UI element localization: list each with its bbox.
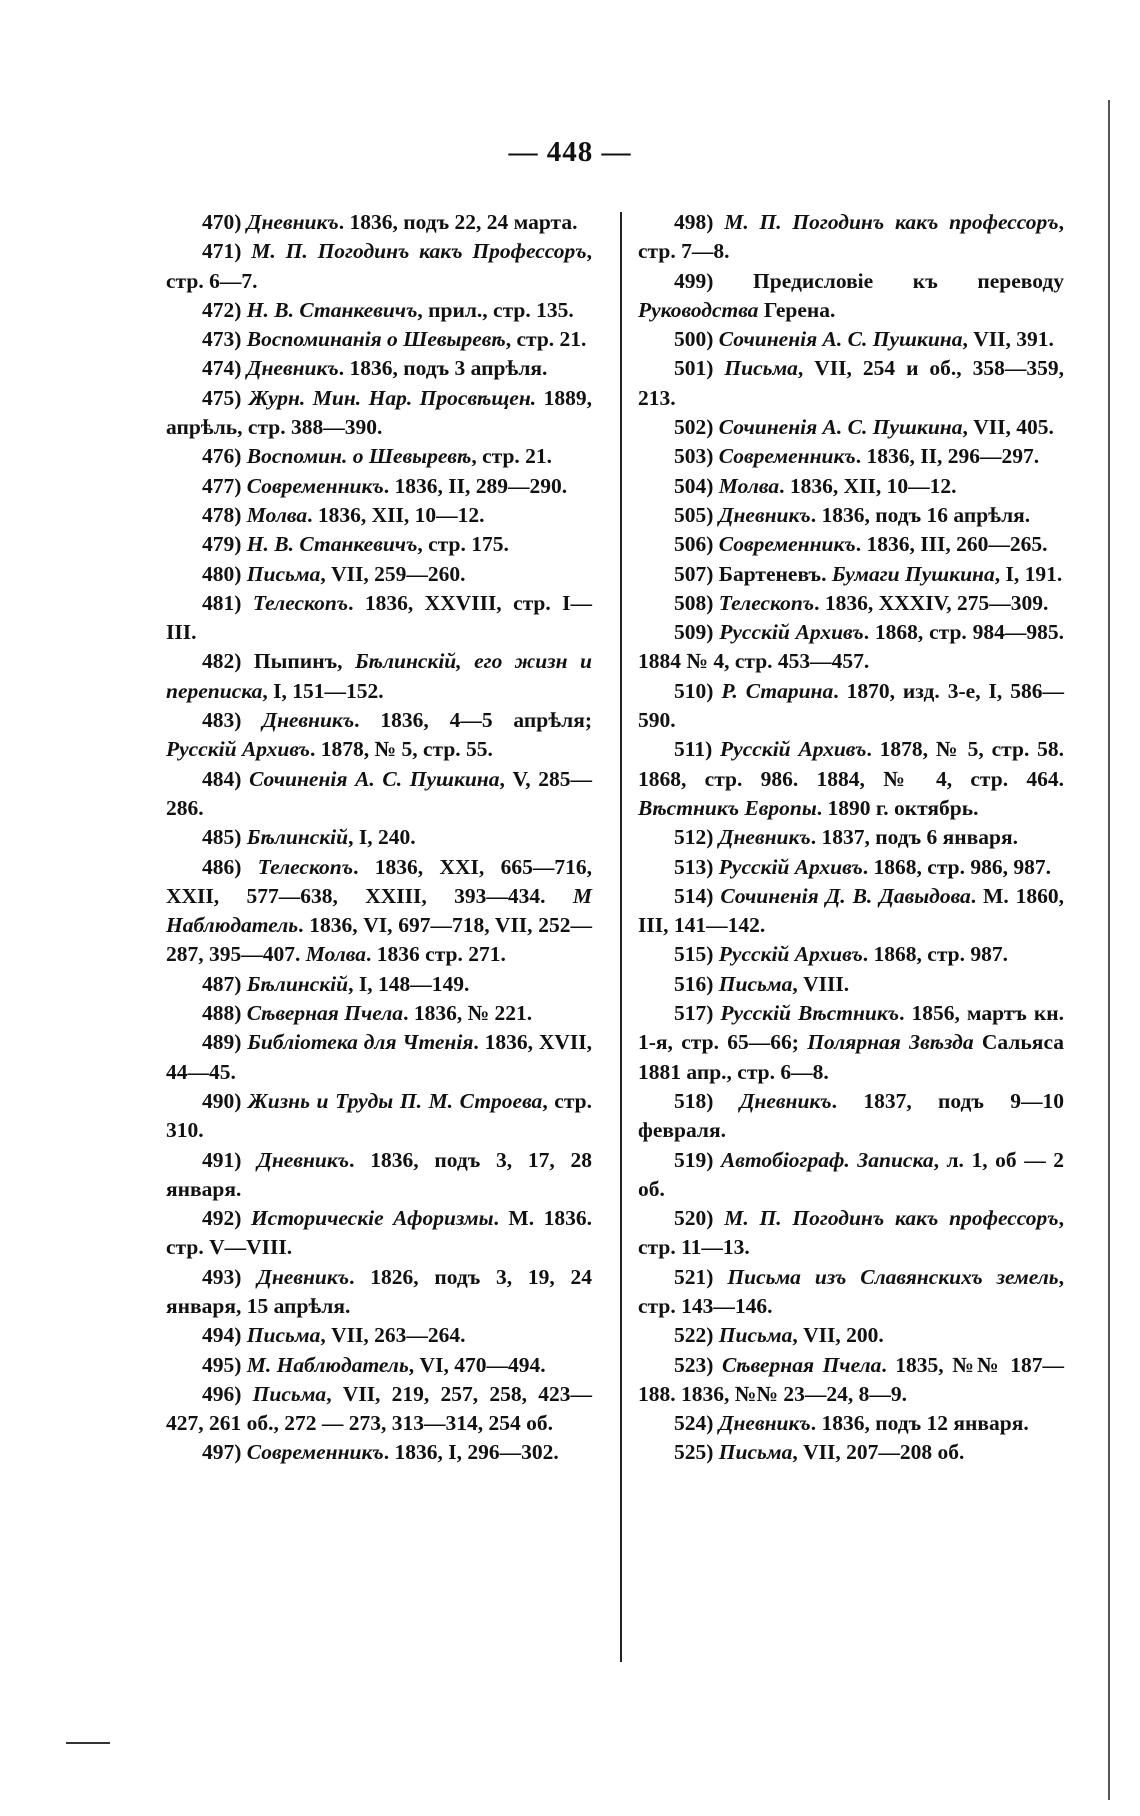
footnote	[166, 765, 592, 824]
footnote-text: . 1836, № 221.	[403, 1001, 533, 1026]
footnotes-left-column	[166, 208, 592, 1468]
footnote	[638, 267, 1064, 326]
footnote-source-title: Сѣверная Пчела	[721, 1352, 882, 1377]
footnote	[638, 1438, 1064, 1467]
footnote-number: 488)	[202, 1001, 242, 1026]
footnote-number: 485)	[202, 825, 242, 850]
footnote-text: , стр. 175.	[417, 532, 509, 557]
footnote-text: . 1890 г. октябрь.	[816, 795, 979, 820]
footnote	[638, 1087, 1064, 1146]
footnote-source-title: Журн. Мин. Нар. Просвѣщен.	[248, 385, 537, 410]
footnote-number: 508)	[674, 590, 714, 615]
footnote-number: 515)	[674, 942, 714, 967]
footnote-text: , прил., стр. 135.	[417, 297, 574, 322]
footnote-number: 504)	[674, 473, 714, 498]
footnote-number: 510)	[674, 678, 714, 703]
footnote	[166, 354, 592, 383]
footnote	[166, 1263, 592, 1322]
footnote-text: Пыпинъ,	[253, 649, 355, 674]
footnote-number: 495)	[202, 1352, 242, 1377]
footnote-text: 1889, апрѣль, стр. 388—390.	[166, 385, 592, 440]
footnote-source-title: Р. Старина	[721, 678, 834, 703]
footnote	[166, 560, 592, 589]
footnote-text: , стр. 6—7.	[166, 239, 592, 293]
footnote	[166, 208, 592, 237]
footnote-number: 475)	[202, 385, 242, 410]
footnote-text: . 1836, подъ 3, 17, 28 января.	[166, 1147, 592, 1201]
footnote-source-title: Жизнь и Труды П. М. Строева	[248, 1088, 543, 1113]
footnote	[166, 647, 592, 706]
footnote-source-title: Бѣлинскій	[246, 971, 349, 996]
footnote-source-title: Сочиненія А. С. Пушкина	[718, 415, 963, 440]
footnote-text: . 1868, стр. 986, 987.	[862, 854, 1051, 879]
footnote-number: 470)	[202, 210, 242, 234]
footnote-text: . 1836, II, 289—290.	[383, 473, 568, 498]
footnote	[638, 560, 1064, 589]
footnote-text: . 1870, изд. 3-е, I, 586—590.	[638, 678, 1065, 733]
footnote-text: Бартеневъ.	[718, 561, 832, 586]
footnote-source-title: Молва	[718, 473, 780, 498]
footnote	[166, 442, 592, 471]
footnote-source-title: М. П. Погодинъ какъ Профессоръ	[251, 239, 587, 264]
footnote-number: 509)	[674, 620, 714, 645]
footnote-number: 483)	[202, 708, 242, 733]
footnote	[166, 296, 592, 325]
footnote	[166, 1028, 592, 1087]
footnote	[166, 589, 592, 648]
footnote-number: 506)	[674, 532, 714, 557]
footnote-source-title: Бумаги Пушкина	[831, 561, 995, 586]
footnote	[166, 970, 592, 999]
footnote-number: 476)	[202, 444, 242, 469]
footnote-source-title: Сочиненія А. С. Пушкина	[718, 327, 963, 352]
footnote-number: 499)	[674, 268, 714, 293]
footnote-number: 472)	[202, 297, 242, 322]
footnote	[166, 706, 592, 765]
footnote-source-title: Дневникъ	[246, 210, 339, 234]
footnote-number: 519)	[674, 1147, 714, 1172]
footnote-text: , VII, 405.	[962, 415, 1054, 440]
footnote-source-title: Молва	[246, 502, 308, 527]
footnote-text: , стр. 21.	[505, 327, 587, 352]
footnote-number: 473)	[202, 327, 242, 352]
footnote-text: , VIII.	[792, 971, 850, 996]
footnote-number: 501)	[674, 356, 714, 381]
footnote	[638, 618, 1064, 677]
footnote	[166, 1146, 592, 1205]
footnote-text: . 1836, XII, 10—12.	[779, 473, 957, 498]
footnote-text: , стр. 21.	[471, 444, 553, 469]
footnote	[166, 325, 592, 354]
footnote-source-title: Письма	[246, 561, 321, 586]
footnote	[638, 853, 1064, 882]
footnote-source-title: Письма	[718, 1440, 793, 1465]
footnote-number: 490)	[202, 1088, 242, 1113]
column-divider	[620, 212, 622, 1662]
footnote-text: , VII, 219, 257, 258, 423—427, 261 об., 272 — 273, 313—314, 254 об.	[166, 1381, 592, 1436]
footnote-source-title: Воспомин. о Шевыревѣ	[246, 444, 472, 469]
footnote-number: 474)	[202, 356, 242, 381]
footnote-number: 497)	[202, 1440, 242, 1465]
footnote-number: 525)	[674, 1440, 714, 1465]
footnote-number: 482)	[202, 649, 242, 674]
footnote-source-title: Дневникъ	[257, 1264, 350, 1289]
footnote-text: . 1836, III, 260—265.	[855, 532, 1048, 557]
footnote-text: . 1836, подъ 16 апрѣля.	[810, 502, 1031, 527]
footnote-text: , VII, 207—208 об.	[792, 1440, 965, 1465]
footnote-source-title: Бѣлинскій	[246, 825, 349, 850]
footnote-source-title: Полярная Звѣзда	[807, 1030, 974, 1055]
footnote	[638, 1409, 1064, 1438]
footnote	[166, 1351, 592, 1380]
footnote	[166, 1380, 592, 1439]
footnote-number: 500)	[674, 327, 714, 352]
footnote-source-title: Письма изъ Славянскихъ земель	[727, 1264, 1059, 1289]
footnote-source-title: Дневникъ	[257, 1147, 350, 1172]
footnote-source-title: Телескопъ	[718, 590, 815, 615]
footnote-source-title: Письма	[246, 1323, 321, 1348]
footnote	[638, 442, 1064, 471]
footnote-text: . 1835, №№ 187—188. 1836, №№ 23—24, 8—9.	[638, 1352, 1064, 1406]
footnote-number: 471)	[202, 239, 242, 264]
footnote-source-title: М. Наблюдатель	[246, 1352, 409, 1377]
footnote-source-title: Письма	[724, 356, 798, 381]
footnote-text: . 1856, мартъ кн. 1-я, стр. 65—66;	[638, 1001, 1064, 1055]
footnote-number: 494)	[202, 1323, 242, 1348]
footnote-text: . 1837, подъ 9—10 февраля.	[638, 1088, 1064, 1143]
footnote-text: . 1836, 4—5 апрѣля;	[354, 708, 592, 733]
footnote-number: 513)	[674, 854, 714, 879]
footnotes-right-column	[638, 208, 1064, 1468]
footnote	[638, 530, 1064, 559]
footnote-number: 492)	[202, 1206, 242, 1231]
footnote-number: 516)	[674, 971, 714, 996]
footnote-number: 505)	[674, 502, 714, 527]
footnote	[638, 208, 1064, 267]
footnote-text: . 1836, XII, 10—12.	[307, 502, 485, 527]
footnote-text: . 1836, I, 296—302.	[383, 1440, 559, 1465]
footnote-source-title: Дневникъ	[718, 825, 811, 850]
footnote-source-title: Дневникъ	[262, 708, 355, 733]
footnote-source-title: Современникъ	[246, 473, 384, 498]
footnote-text: , стр. 143—146.	[638, 1264, 1065, 1318]
footnote-text: , I, 148—149.	[348, 971, 470, 996]
footnote-source-title: Письма	[718, 971, 793, 996]
footnote-text: . 1836, XXXIV, 275—309.	[814, 590, 1049, 615]
footnote-number: 520)	[674, 1206, 714, 1231]
footnote-number: 524)	[674, 1411, 714, 1436]
footnote	[638, 472, 1064, 501]
footnote-number: 511)	[674, 737, 713, 762]
footnote-number: 477)	[202, 473, 242, 498]
footnote-source-title: Сѣверная Пчела	[246, 1001, 404, 1026]
footnote-source-title: Современникъ	[718, 532, 856, 557]
footnote-source-title: Русскій Архивъ	[166, 737, 310, 762]
footnote	[638, 1321, 1064, 1350]
footnote-number: 514)	[674, 883, 714, 908]
footnote	[638, 501, 1064, 530]
footnote-source-title: Русскій Архивъ	[720, 737, 867, 762]
footnote	[166, 384, 592, 443]
scan-edge-line	[1108, 100, 1110, 1800]
footnote-text: , стр. 7—8.	[638, 210, 1064, 264]
footnote-text: . 1836, XXVIII, стр. I—III.	[166, 590, 593, 645]
footnote	[166, 501, 592, 530]
footnote-source-title: Воспоминанія о Шевыревѣ	[246, 327, 506, 352]
footnote-source-title: Телескопъ	[257, 854, 354, 879]
footnote-text: . 1836, подъ 12 января.	[810, 1411, 1029, 1436]
footnote	[638, 589, 1064, 618]
footnote-text: , V, 285—286.	[166, 766, 592, 820]
footnote	[638, 1146, 1064, 1205]
footnote-text: . 1836, II, 296—297.	[855, 444, 1040, 469]
footnote-number: 487)	[202, 971, 242, 996]
footnote	[638, 1351, 1064, 1410]
footnote-text: . 1837, подъ 6 января.	[810, 825, 1018, 850]
footnote-source-title: Дневникъ	[739, 1088, 832, 1113]
footnote-number: 512)	[674, 825, 714, 850]
footnote-source-title: Бѣлинскій, его жизн и переписка	[166, 649, 592, 703]
footnote-text: , I, 240.	[348, 825, 416, 850]
footnote-text: . 1878, № 5, стр. 55.	[309, 737, 493, 762]
footnote-text: , I, 151—152.	[262, 678, 384, 703]
footnote	[166, 237, 592, 296]
footnote-source-title: Русскій Архивъ	[719, 620, 864, 645]
footnote	[166, 1204, 592, 1263]
margin-mark	[66, 1742, 110, 1744]
footnote-number: 480)	[202, 561, 242, 586]
footnote-number: 521)	[674, 1264, 714, 1289]
footnote-source-title: М. П. Погодинъ какъ профессоръ	[724, 210, 1059, 234]
footnote-text: , VII, 200.	[792, 1323, 884, 1348]
footnote-number: 486)	[202, 854, 242, 879]
footnote-source-title: Письма	[718, 1323, 793, 1348]
footnote-source-title: Н. В. Станкевичъ	[246, 532, 418, 557]
footnote-source-title: Дневникъ	[246, 356, 339, 381]
page-number: — 448 —	[508, 136, 632, 168]
footnote-source-title: Молва	[305, 942, 367, 967]
footnote	[166, 853, 592, 970]
footnote-number: 489)	[202, 1030, 242, 1055]
footnote	[638, 354, 1064, 413]
footnote-text: , VII, 259—260.	[320, 561, 466, 586]
footnote-number: 523)	[674, 1352, 714, 1377]
footnote-number: 503)	[674, 444, 714, 469]
footnote-number: 507)	[674, 561, 714, 586]
footnote-number: 481)	[202, 590, 242, 615]
footnote	[166, 530, 592, 559]
footnote-text: . 1836 стр. 271.	[366, 942, 506, 967]
footnote-text: , стр. 310.	[166, 1088, 593, 1143]
footnote-source-title: Телескопъ	[252, 590, 349, 615]
footnote-text: . 1826, подъ 3, 19, 24 января, 15 апрѣля.	[166, 1264, 592, 1318]
footnote-text: , л. 1, об — 2 об.	[638, 1147, 1064, 1201]
footnote-number: 491)	[202, 1147, 242, 1172]
footnote-source-title: Русскій Архивъ	[718, 854, 863, 879]
footnote-source-title: Автобіограф. Записка	[720, 1147, 934, 1172]
footnote-source-title: Русскій Вѣстникъ	[720, 1001, 900, 1026]
footnote-source-title: Современникъ	[718, 444, 856, 469]
footnote-number: 502)	[674, 415, 714, 440]
footnote-text: Сальяса 1881 апр., стр. 6—8.	[638, 1030, 1064, 1084]
footnote-text: . 1836, VI, 697—718, VII, 252—287, 395—407.	[166, 913, 592, 967]
footnote-number: 478)	[202, 502, 242, 527]
footnote	[638, 970, 1064, 999]
footnote-source-title: Историческіе Афоризмы	[250, 1206, 494, 1231]
footnote-text: . 1836, XXI, 665—716, XXII, 577—638, XXIII, 393—434.	[166, 854, 593, 908]
footnote-text: . 1878, № 5, стр. 58. 1868, стр. 986. 1884, № 4, стр. 464.	[638, 737, 1064, 791]
footnote-text: . М. 1860, III, 141—142.	[638, 883, 1065, 938]
footnote-source-title: Современникъ	[246, 1440, 384, 1465]
footnote	[166, 823, 592, 852]
footnote-source-title: Н. В. Станкевичъ	[246, 297, 418, 322]
footnote	[638, 735, 1064, 823]
footnote-source-title: Вѣстникъ Европы	[638, 795, 817, 820]
footnote-text: . 1868, стр. 984—985. 1884 № 4, стр. 453—457.	[638, 620, 1064, 674]
footnote-source-title: М. П. Погодинъ какъ профессоръ	[724, 1206, 1059, 1231]
footnote	[638, 413, 1064, 442]
footnote-number: 518)	[674, 1088, 714, 1113]
footnote-source-title: Русскій Архивъ	[718, 942, 863, 967]
footnote-source-title: Сочиненія Д. В. Давыдова	[720, 883, 971, 908]
footnote-text: . 1836, подъ 3 апрѣля.	[338, 356, 548, 381]
footnote	[638, 882, 1064, 941]
footnote-source-title: Дневникъ	[718, 1411, 811, 1436]
footnote	[638, 1204, 1064, 1263]
footnote	[166, 999, 592, 1028]
footnote-text: , VII, 254 и об., 358—359, 213.	[638, 356, 1064, 410]
footnote-text: . 1836, подъ 22, 24 марта.	[338, 210, 578, 234]
footnote	[166, 1438, 592, 1467]
footnote-number: 517)	[674, 1001, 714, 1026]
footnote-number: 498)	[674, 210, 714, 234]
footnote	[638, 940, 1064, 969]
footnote-number: 493)	[202, 1264, 242, 1289]
footnote-text: , VII, 263—264.	[320, 1323, 466, 1348]
footnote-source-title: Дневникъ	[718, 502, 811, 527]
footnote-text: . 1868, стр. 987.	[862, 942, 1008, 967]
footnote	[638, 999, 1064, 1087]
footnote-text: , I, 191.	[994, 561, 1063, 586]
footnote-number: 479)	[202, 532, 242, 557]
footnote	[638, 325, 1064, 354]
footnote-source-title: Сочиненія А. С. Пушкина	[249, 766, 500, 791]
footnote-number: 496)	[202, 1381, 242, 1406]
footnote-source-title: М Наблюдатель	[166, 883, 592, 938]
footnote-source-title: Письма	[252, 1381, 327, 1406]
footnote	[638, 677, 1064, 736]
footnote-text: Герена.	[758, 297, 836, 322]
footnote-text: , стр. 11—13.	[638, 1206, 1064, 1260]
footnote-text: Предисловіе къ переводу	[753, 268, 1064, 293]
footnote	[638, 1263, 1064, 1322]
footnote-source-title: Руководства	[638, 297, 759, 322]
footnote	[166, 472, 592, 501]
footnote-text: . 1836, XVII, 44—45.	[166, 1030, 592, 1084]
footnote	[166, 1087, 592, 1146]
footnote-source-title: Библіотека для Чтенія	[247, 1030, 474, 1055]
footnote-text: , VI, 470—494.	[408, 1352, 546, 1377]
footnote-number: 484)	[202, 766, 242, 791]
footnote	[166, 1321, 592, 1350]
footnote-text: . М. 1836. стр. V—VIII.	[166, 1206, 592, 1260]
footnote-number: 522)	[674, 1323, 714, 1348]
footnote	[638, 823, 1064, 852]
footnote-text: , VII, 391.	[962, 327, 1054, 352]
